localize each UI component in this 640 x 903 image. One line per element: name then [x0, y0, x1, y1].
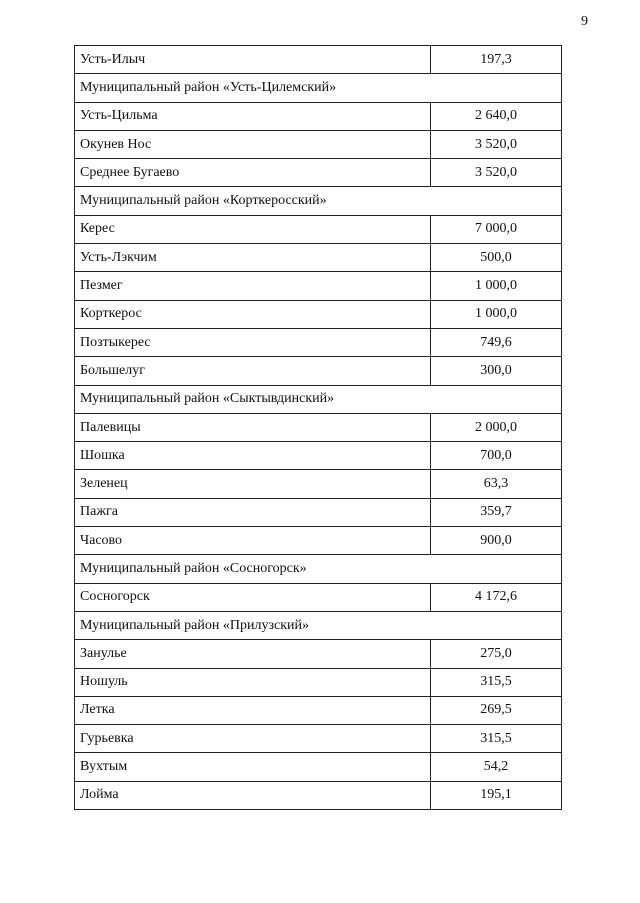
settlement-name: Усть-Лэкчим: [75, 244, 431, 272]
settlement-value: 315,5: [431, 668, 562, 696]
table-row: [75, 470, 562, 498]
table-row: [75, 272, 562, 300]
district-header-row: [75, 611, 562, 639]
settlement-value: 700,0: [431, 442, 562, 470]
settlement-name: Занулье: [75, 640, 431, 668]
settlement-value: 500,0: [431, 244, 562, 272]
settlement-value: 2 000,0: [431, 413, 562, 441]
settlement-name: Часово: [75, 527, 431, 555]
table-body: [75, 46, 562, 810]
settlement-value: 749,6: [431, 328, 562, 356]
settlement-name: Большелуг: [75, 357, 431, 385]
settlement-value: 195,1: [431, 781, 562, 809]
settlement-name: Лойма: [75, 781, 431, 809]
settlement-name: Позтыкерес: [75, 328, 431, 356]
settlement-name: Окунев Нос: [75, 130, 431, 158]
district-header-row: [75, 385, 562, 413]
settlement-name: Палевицы: [75, 413, 431, 441]
settlement-value: 4 172,6: [431, 583, 562, 611]
settlement-name: Зеленец: [75, 470, 431, 498]
district-header-row: [75, 555, 562, 583]
district-name: Муниципальный район «Сыктывдинский»: [75, 385, 562, 413]
settlement-value: 315,5: [431, 725, 562, 753]
table-row: [75, 442, 562, 470]
table-row: [75, 102, 562, 130]
settlement-value: 269,5: [431, 696, 562, 724]
settlement-value: 1 000,0: [431, 272, 562, 300]
settlement-name: Керес: [75, 215, 431, 243]
settlement-name: Усть-Цильма: [75, 102, 431, 130]
table-row: [75, 753, 562, 781]
table-row: [75, 130, 562, 158]
settlement-value: 300,0: [431, 357, 562, 385]
page-number: 9: [581, 14, 588, 29]
settlement-value: 197,3: [431, 46, 562, 74]
table-row: [75, 640, 562, 668]
settlements-table: [74, 45, 562, 810]
settlement-name: Сосногорск: [75, 583, 431, 611]
table-row: [75, 527, 562, 555]
table-row: [75, 413, 562, 441]
settlement-name: Пажга: [75, 498, 431, 526]
settlement-value: 3 520,0: [431, 130, 562, 158]
settlement-value: 63,3: [431, 470, 562, 498]
table-row: [75, 668, 562, 696]
table-row: [75, 300, 562, 328]
table-row: [75, 159, 562, 187]
district-name: Муниципальный район «Прилузский»: [75, 611, 562, 639]
settlement-name: Усть-Илыч: [75, 46, 431, 74]
settlement-name: Корткерос: [75, 300, 431, 328]
settlement-value: 1 000,0: [431, 300, 562, 328]
district-name: Муниципальный район «Усть-Цилемский»: [75, 74, 562, 102]
settlement-name: Вухтым: [75, 753, 431, 781]
settlement-value: 7 000,0: [431, 215, 562, 243]
table-row: [75, 357, 562, 385]
table-row: [75, 328, 562, 356]
settlement-name: Ношуль: [75, 668, 431, 696]
settlement-name: Пезмег: [75, 272, 431, 300]
district-name: Муниципальный район «Сосногорск»: [75, 555, 562, 583]
settlement-name: Летка: [75, 696, 431, 724]
table-row: [75, 498, 562, 526]
settlement-value: 3 520,0: [431, 159, 562, 187]
table-row: [75, 215, 562, 243]
table-row: [75, 46, 562, 74]
settlement-value: 54,2: [431, 753, 562, 781]
table-row: [75, 781, 562, 809]
table-row: [75, 725, 562, 753]
settlement-value: 275,0: [431, 640, 562, 668]
settlement-name: Шошка: [75, 442, 431, 470]
settlement-name: Среднее Бугаево: [75, 159, 431, 187]
settlement-name: Гурьевка: [75, 725, 431, 753]
settlement-value: 2 640,0: [431, 102, 562, 130]
table-row: [75, 696, 562, 724]
settlement-value: 900,0: [431, 527, 562, 555]
district-name: Муниципальный район «Корткеросский»: [75, 187, 562, 215]
settlement-value: 359,7: [431, 498, 562, 526]
table-row: [75, 583, 562, 611]
district-header-row: [75, 187, 562, 215]
district-header-row: [75, 74, 562, 102]
table-row: [75, 244, 562, 272]
